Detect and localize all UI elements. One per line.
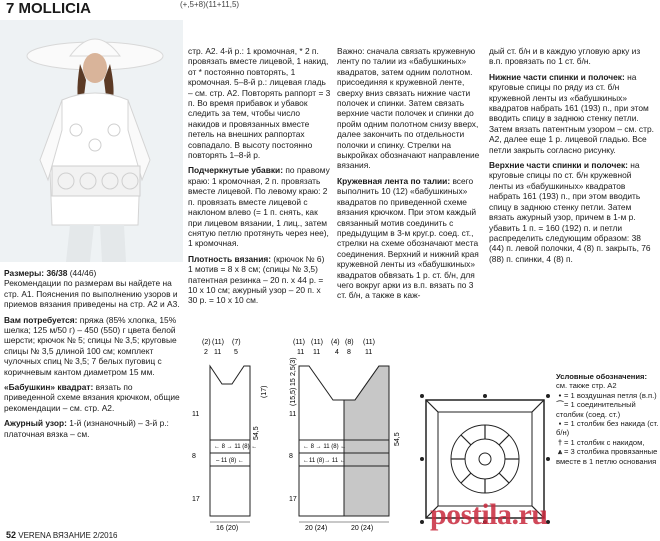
col-4 (489, 46, 655, 269)
front-left-dim-3: 11 (192, 411, 200, 418)
schematic-front (188, 336, 278, 536)
legend-item: † = 1 столбик с накидом, (557, 437, 645, 447)
legend-item: • = 1 воздушная петля (в.п.) (556, 391, 660, 400)
back-row-2: ←11 (8)→ 11 ← (303, 458, 346, 464)
decreases-text: по правому краю: 1 кромочная, 2 п. провязать вместе лицевой. По левому краю: 2 п. провязать вместе лицевой с наклоном влево (= 1 п. снять, как при лицевом вязании, 1 лиц., затем снятую петлю протянуть через нее), 1 кромочная. (188, 165, 330, 249)
legend (556, 372, 660, 466)
back-dim-4: (8) (345, 339, 354, 346)
front-dim-1: (2) (202, 339, 211, 346)
single-crochet-icon: ▪ (558, 419, 562, 429)
lower-parts-text: на круговые спицы по ряду из ст. б/н кружевной ленты из «бабушкиных» квадратов набрать 161 (193) п., при этом вводить спицу в заднюю стенку петли. Затем вязать патентным узором – см. стр. А2, далее еще 1 р. лицевой гладью. Все петли закрыть согласно рисунку. (489, 71, 654, 155)
back-dim-2: (11) (311, 339, 323, 346)
pattern-title: 7 MOLLICIA (6, 0, 92, 17)
legend-title: Условные обозначения: (556, 372, 648, 381)
materials-label: Вам потребуется: (4, 314, 78, 325)
front-height: 54,5 (253, 426, 260, 440)
back-dim-6: 11 (297, 349, 305, 356)
col-3 (337, 46, 483, 306)
col2-para-1: стр. А2. 4-й р.: 1 кромочная, * 2 п. провязать вместе лицевой, 1 накид, от * постоянно повторять, 1 кромочная. 5–8-й р.: лицевая гладь – см. стр. А2. Повторять раппорт = 3 п. Во время прибавок и убавок следить за тем, чтобы число накидов и провязанных вместе петель на внешних раппортах совпадало. В высоту постоянно повторять 1–8-й р. (188, 46, 331, 161)
upper-parts-text: на круговые спицы по ст. б/н кружевной ленты из «бабушкиных» квадратов набрать 161 (193) п., при этом вводить спицу в заднюю стенку петли. Затем вязать ажурный узор, причем в 1-м р. убавить 1 п. = 160 (192) п. и петли распределить следующим образом: 38 (44) п. левой полочки, 4 (8) п. закрыть, 76 (88) п. спинки, 4 (8) п. (489, 160, 651, 264)
sizes-label: Размеры: (4, 268, 45, 278)
schematic-back (285, 336, 405, 536)
back-dim-3: (4) (331, 339, 340, 346)
materials-text: пряжа (85% хлопка, 15% шелка; 125 м/50 г) – 450 (550) г цвета белой шерсти; крючок № 5; спицы № 3,5; круговые спицы № 3,5 длиной 100 см; комплект чулочных спиц № 3,5; 7 белых пуговиц с коричневым кантом диаметром 15 мм. (4, 314, 177, 377)
legend-item: ⌒= 1 соединительный столбик (соед. ст.) (556, 400, 636, 419)
back-height-2: 15 (290, 378, 297, 386)
front-row-1: ← 8 → 11 (8) ← (214, 444, 258, 450)
front-left-dim-2: 8 (192, 453, 196, 460)
front-dim-5: 11 (214, 349, 222, 356)
page-number: 52 (6, 530, 17, 540)
double-crochet-icon: † (557, 437, 563, 447)
back-row-1: ← 8 → 11 (8) ← (303, 444, 347, 450)
col-1 (4, 268, 182, 444)
back-dim-9: 8 (347, 349, 351, 356)
col-2 (188, 46, 331, 311)
back-dim-5: (11) (363, 339, 375, 346)
band-text: всего выполнить 10 (12) «бабушкиных» квадратов по приведенной схеме вязания крючком. При этом каждый связанный мотив соединить с предыдущим в 3-м круг.р. соед. ст., стрелки на схеме обозначают места соединения. Верхний и нижний края кружевной ленты из «бабушкиных» квадратов обвязать 1 р. ст. б/н, для чего вокруг арки из в.п. вязать по 3 ст. б/н, а также в каж- (337, 175, 479, 301)
front-dim-4: 2 (204, 349, 208, 356)
back-height-1: (15,5) (290, 387, 297, 406)
back-dim-10: 11 (365, 349, 373, 356)
lower-parts-label: Нижние части спинки и полочек: (489, 71, 625, 82)
front-dim-2: (11) (212, 339, 224, 346)
back-height-5: 54,5 (394, 432, 401, 446)
model-photo (0, 20, 183, 262)
sizes-text: Рекомендации по размерам вы найдете на стр. А1. Пояснения по выполнению узоров и приемов вязания приведены на стр. А2 и А3. (4, 278, 180, 310)
front-dim-6: 5 (234, 349, 238, 356)
back-height-4: (3) (290, 357, 297, 366)
lace-label: Ажурный узор: (4, 418, 67, 429)
front-height-2: (17) (261, 385, 268, 398)
back-left-dim-2: 8 (289, 453, 293, 460)
back-dim-1: (11) (293, 339, 305, 346)
gauge-text: (крючок № 6) 1 мотив = 8 х 8 см; (спицы № 3,5) патентная резинка – 20 п. х 44 р. = 10 х 10 см; ажурный узор – 20 п. х 30 р. = 10 х 10 см. (188, 253, 325, 306)
watermark: postila.ru (430, 498, 548, 531)
cluster-icon: ⩓ (557, 447, 563, 457)
legend-item: ▪ = 1 столбик без накида (ст. б/н) (556, 419, 659, 438)
granny-label: «Бабушкин» квадрат: (4, 382, 94, 393)
legend-sub: см. также стр. А2 (556, 381, 617, 391)
front-dim-3: (7) (232, 339, 241, 346)
back-dim-7: 11 (313, 349, 321, 356)
upper-parts-label: Верхние части спинки и полочек: (489, 160, 628, 171)
front-bottom: 16 (20) (216, 525, 239, 532)
sizes-alt: (44/46) (69, 268, 97, 278)
back-left-dim-3: 11 (289, 411, 297, 418)
legend-item: ⩓ = 3 столбика провязанные вместе в 1 петлю основания (556, 447, 658, 466)
sizes-value: 36/38 (46, 268, 68, 278)
front-row-2: – 11 (8) ← (216, 458, 244, 464)
front-left-dim-1: 17 (192, 496, 200, 503)
gauge-label: Плотность вязания: (188, 253, 272, 264)
band-label: Кружевная лента по талии: (337, 175, 451, 186)
page-footer (6, 530, 118, 540)
decreases-label: Подчеркнутые убавки: (188, 165, 283, 176)
chain-stitch-icon: • (558, 390, 562, 400)
back-bottom-2: 20 (24) (351, 525, 374, 532)
back-height-3: 2,5 (290, 366, 297, 376)
lace-text: 1-й (изнаночный) – 3-й р.: платочная вязка – см. (4, 418, 169, 439)
slip-stitch-icon: ⌒ (556, 400, 564, 410)
granny-text: вязать по приведенной схеме вязания крючком, общие рекомендации – см. стр. А2. (4, 382, 180, 413)
col3-para-1: Важно: сначала связать кружевную ленту по талии из «бабушкиных» квадратов, затем одним полотном. присоединяя к кружевной ленте, сверху вниз связать нижние части полочек и спинки. Затем связать верхние части полочек и спинки до пройм одним полотном снизу вверх, далее закончить по отдельности полочки и спинку. Стрелки на выкройках обозначают направление вязания. (337, 46, 480, 171)
col4-para-1: дый ст. б/н и в каждую угловую арку из в.п. провязать по 1 ст. б/н. (489, 46, 641, 67)
back-left-dim-1: 17 (289, 496, 297, 503)
back-bottom-1: 20 (24) (305, 525, 328, 532)
back-dim-8: 4 (335, 349, 339, 356)
top-fragment: (+,5+8)(11+11,5) (180, 0, 240, 9)
magazine-name: VERENA ВЯЗАНИЕ 2/2016 (18, 531, 118, 540)
